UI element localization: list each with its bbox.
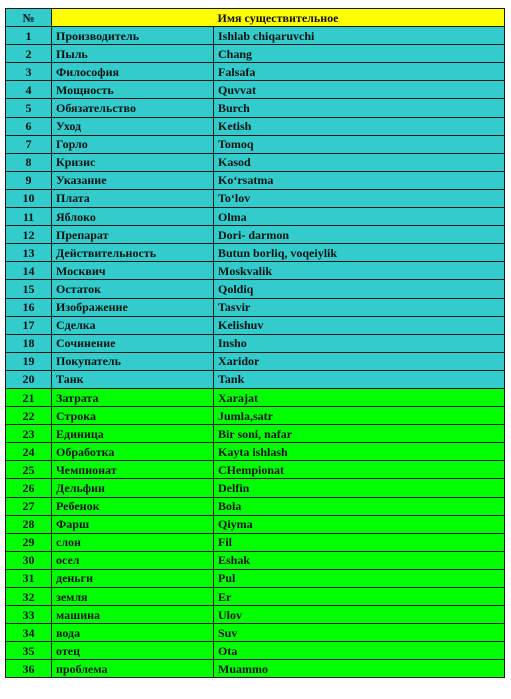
uzbek-translation: Tasvir — [214, 298, 505, 316]
table-row — [6, 660, 505, 678]
row-number: 6 — [6, 117, 52, 135]
russian-word: Единица — [52, 425, 214, 443]
uzbek-translation: Kasod — [214, 153, 505, 171]
table-row — [6, 171, 505, 189]
table-row — [6, 642, 505, 660]
russian-word: Пыль — [52, 45, 214, 63]
row-number: 22 — [6, 407, 52, 425]
russian-word: осел — [52, 551, 214, 569]
russian-word: слон — [52, 533, 214, 551]
row-number: 11 — [6, 208, 52, 226]
table-row — [6, 588, 505, 606]
russian-word: машина — [52, 606, 214, 624]
row-number: 4 — [6, 81, 52, 99]
uzbek-translation: Ko‘rsatma — [214, 171, 505, 189]
row-number: 13 — [6, 244, 52, 262]
table-row — [6, 189, 505, 207]
uzbek-translation: Xaridor — [214, 352, 505, 370]
table-row — [6, 624, 505, 642]
row-number: 8 — [6, 153, 52, 171]
number-column-header: № — [6, 9, 52, 27]
uzbek-translation: Kayta ishlash — [214, 443, 505, 461]
table-row — [6, 45, 505, 63]
russian-word: Москвич — [52, 262, 214, 280]
row-number: 7 — [6, 135, 52, 153]
uzbek-translation: Eshak — [214, 551, 505, 569]
russian-word: Строка — [52, 407, 214, 425]
row-number: 15 — [6, 280, 52, 298]
row-number: 17 — [6, 316, 52, 334]
table-title: Имя существительное — [52, 9, 505, 27]
russian-word: Остаток — [52, 280, 214, 298]
row-number: 31 — [6, 569, 52, 587]
row-number: 34 — [6, 624, 52, 642]
russian-word: земля — [52, 588, 214, 606]
russian-word: Горло — [52, 135, 214, 153]
uzbek-translation: Jumla,satr — [214, 407, 505, 425]
russian-word: Ребенок — [52, 497, 214, 515]
row-number: 2 — [6, 45, 52, 63]
row-number: 28 — [6, 515, 52, 533]
row-number: 25 — [6, 461, 52, 479]
uzbek-translation: Delfin — [214, 479, 505, 497]
row-number: 27 — [6, 497, 52, 515]
russian-word: Яблоко — [52, 208, 214, 226]
russian-word: Плата — [52, 189, 214, 207]
uzbek-translation: Olma — [214, 208, 505, 226]
row-number: 33 — [6, 606, 52, 624]
table-row — [6, 425, 505, 443]
uzbek-translation: Bir soni, nafar — [214, 425, 505, 443]
table-row — [6, 244, 505, 262]
russian-word: Мощность — [52, 81, 214, 99]
row-number: 30 — [6, 551, 52, 569]
russian-word: Сделка — [52, 316, 214, 334]
uzbek-translation: Suv — [214, 624, 505, 642]
russian-word: Чемпионат — [52, 461, 214, 479]
uzbek-translation: CHempionat — [214, 461, 505, 479]
table-row — [6, 208, 505, 226]
row-number: 23 — [6, 425, 52, 443]
uzbek-translation: Muammo — [214, 660, 505, 678]
uzbek-translation: To‘lov — [214, 189, 505, 207]
table-row — [6, 551, 505, 569]
uzbek-translation: Fil — [214, 533, 505, 551]
uzbek-translation: Er — [214, 588, 505, 606]
row-number: 19 — [6, 352, 52, 370]
table-row — [6, 388, 505, 406]
table-row — [6, 497, 505, 515]
table-row — [6, 27, 505, 45]
row-number: 29 — [6, 533, 52, 551]
table-body — [6, 27, 505, 678]
table-row — [6, 262, 505, 280]
table-row — [6, 280, 505, 298]
uzbek-translation: Qiyma — [214, 515, 505, 533]
table-row — [6, 479, 505, 497]
row-number: 9 — [6, 171, 52, 189]
uzbek-translation: Butun borliq, voqeiylik — [214, 244, 505, 262]
uzbek-translation: Quvvat — [214, 81, 505, 99]
uzbek-translation: Bola — [214, 497, 505, 515]
table-row — [6, 533, 505, 551]
uzbek-translation: Insho — [214, 334, 505, 352]
russian-word: Покупатель — [52, 352, 214, 370]
russian-word: Кризис — [52, 153, 214, 171]
row-number: 32 — [6, 588, 52, 606]
table-row — [6, 606, 505, 624]
uzbek-translation: Dori- darmon — [214, 226, 505, 244]
russian-word: Философия — [52, 63, 214, 81]
row-number: 10 — [6, 189, 52, 207]
table-row — [6, 334, 505, 352]
russian-word: Танк — [52, 370, 214, 388]
row-number: 1 — [6, 27, 52, 45]
russian-word: Производитель — [52, 27, 214, 45]
russian-word: Фарш — [52, 515, 214, 533]
vocabulary-table — [5, 8, 505, 678]
uzbek-translation: Ota — [214, 642, 505, 660]
uzbek-translation: Tomoq — [214, 135, 505, 153]
table-row — [6, 370, 505, 388]
table-row — [6, 352, 505, 370]
table-row — [6, 226, 505, 244]
table-row — [6, 569, 505, 587]
uzbek-translation: Moskvalik — [214, 262, 505, 280]
uzbek-translation: Ketish — [214, 117, 505, 135]
russian-word: Обязательство — [52, 99, 214, 117]
uzbek-translation: Xarajat — [214, 388, 505, 406]
uzbek-translation: Ulov — [214, 606, 505, 624]
row-number: 12 — [6, 226, 52, 244]
row-number: 16 — [6, 298, 52, 316]
row-number: 14 — [6, 262, 52, 280]
row-number: 26 — [6, 479, 52, 497]
russian-word: Указание — [52, 171, 214, 189]
uzbek-translation: Tank — [214, 370, 505, 388]
uzbek-translation: Qoldiq — [214, 280, 505, 298]
russian-word: вода — [52, 624, 214, 642]
uzbek-translation: Kelishuv — [214, 316, 505, 334]
row-number: 3 — [6, 63, 52, 81]
table-row — [6, 461, 505, 479]
row-number: 36 — [6, 660, 52, 678]
table-row — [6, 316, 505, 334]
russian-word: Обработка — [52, 443, 214, 461]
uzbek-translation: Ishlab chiqaruvchi — [214, 27, 505, 45]
row-number: 20 — [6, 370, 52, 388]
russian-word: Действительность — [52, 244, 214, 262]
russian-word: Дельфин — [52, 479, 214, 497]
russian-word: Препарат — [52, 226, 214, 244]
table-row — [6, 117, 505, 135]
russian-word: проблема — [52, 660, 214, 678]
table-row — [6, 99, 505, 117]
russian-word: Уход — [52, 117, 214, 135]
table-row — [6, 515, 505, 533]
header-row — [6, 9, 505, 27]
table-row — [6, 407, 505, 425]
row-number: 35 — [6, 642, 52, 660]
uzbek-translation: Chang — [214, 45, 505, 63]
table-row — [6, 153, 505, 171]
row-number: 5 — [6, 99, 52, 117]
row-number: 24 — [6, 443, 52, 461]
table-row — [6, 63, 505, 81]
uzbek-translation: Burch — [214, 99, 505, 117]
table-row — [6, 298, 505, 316]
russian-word: деньги — [52, 569, 214, 587]
table-row — [6, 443, 505, 461]
russian-word: Сочинение — [52, 334, 214, 352]
uzbek-translation: Falsafa — [214, 63, 505, 81]
russian-word: Затрата — [52, 388, 214, 406]
table-row — [6, 135, 505, 153]
russian-word: отец — [52, 642, 214, 660]
row-number: 18 — [6, 334, 52, 352]
row-number: 21 — [6, 388, 52, 406]
uzbek-translation: Pul — [214, 569, 505, 587]
table-row — [6, 81, 505, 99]
russian-word: Изображение — [52, 298, 214, 316]
